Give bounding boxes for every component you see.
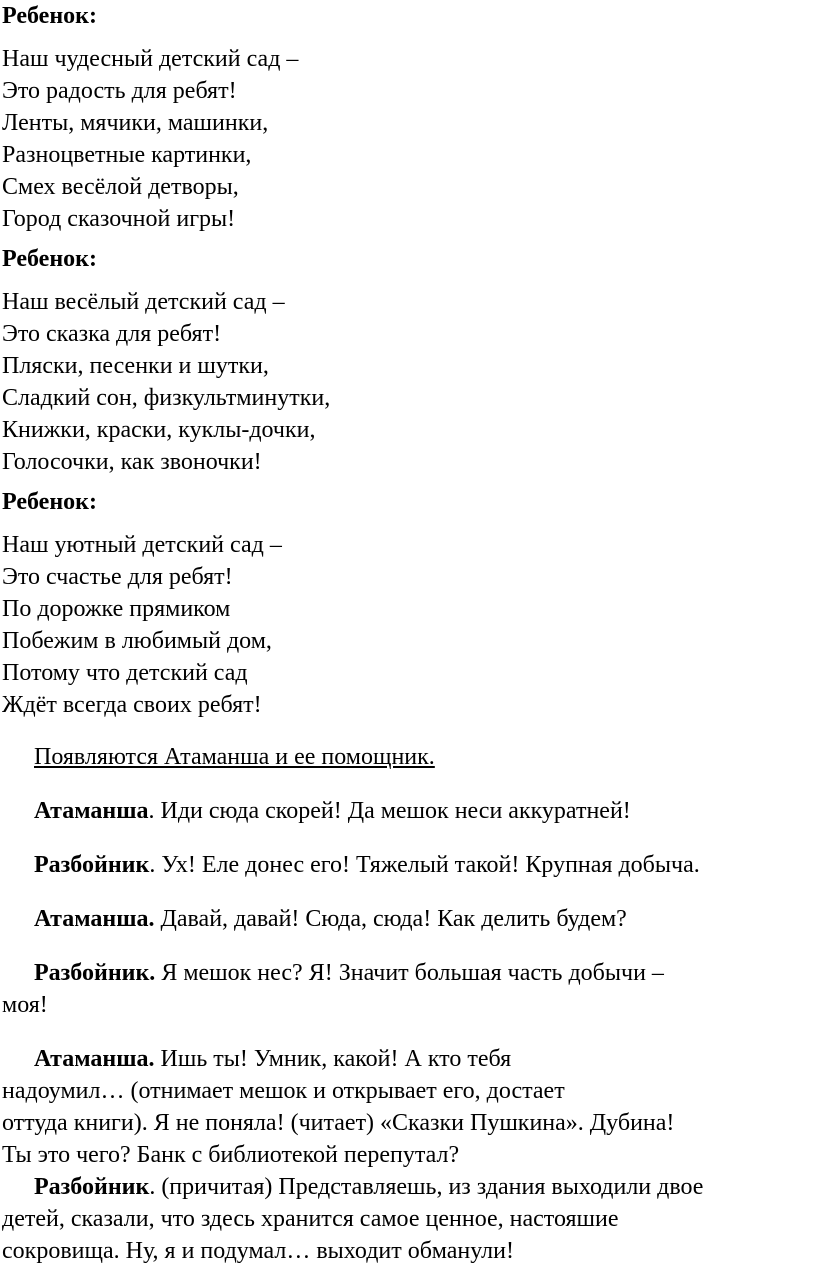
dialogue-speaker: Разбойник [34, 1174, 150, 1200]
dialogue-speaker: Разбойник [34, 852, 150, 878]
verse-line: Ждёт всегда своих ребят! [2, 692, 262, 718]
dialogue-separator: . [149, 1174, 156, 1200]
dialogue-text: Ишь ты! Умник, какой! А кто тебя [154, 1046, 512, 1072]
dialogue-separator: . [148, 798, 155, 824]
verse-line: Книжки, краски, куклы-дочки, [2, 417, 316, 443]
dialogue-speaker: Атаманша [34, 798, 149, 824]
dialogue-continuation: оттуда книги). Я не поняла! (читает) «Сказки Пушкина». Дубина! [2, 1110, 675, 1136]
stage-direction-text: Появляются Атаманша и ее помощник. [34, 744, 435, 770]
speaker-label: Ребенок: [2, 489, 97, 515]
dialogue-speaker: Атаманша. [34, 1046, 155, 1072]
verse [2, 43, 816, 235]
verse-line: Смех весёлой детворы, [2, 174, 239, 200]
verse-line: По дорожке прямиком [2, 596, 231, 622]
speaker-label: Ребенок: [2, 3, 97, 29]
verse-line: Потому что детский сад [2, 660, 248, 686]
stanza-1 [2, 0, 816, 235]
verse-line: Это радость для ребят! [2, 78, 237, 104]
dialogue [2, 795, 816, 1267]
verse-line: Ленты, мячики, машинки, [2, 110, 269, 136]
dialogue-continuation: детей, сказали, что здесь хранится самое ценное, настояшие [2, 1206, 619, 1232]
dialogue-first-line [2, 957, 816, 989]
dialogue-speaker: Атаманша. [34, 906, 155, 932]
dialogue-line [2, 1171, 816, 1267]
dialogue-continuation: надоумил… (отнимает мешок и открывает его, достает [2, 1078, 565, 1104]
verse-line: Наш чудесный детский сад – [2, 46, 299, 72]
verse [2, 286, 816, 478]
dialogue-text: Иди сюда скорей! Да мешок неси аккуратней! [154, 798, 631, 824]
speaker-label: Ребенок: [2, 246, 97, 272]
dialogue-line [2, 903, 816, 935]
dialogue-continuation: сокровища. Ну, я и подумал… выходит обманули! [2, 1238, 514, 1264]
verse-line: Город сказочной игры! [2, 206, 236, 232]
dialogue-line [2, 957, 816, 1021]
dialogue-continuation: моя! [2, 992, 48, 1018]
dialogue-line [2, 1043, 816, 1171]
dialogue-speaker: Разбойник. [34, 960, 156, 986]
stanza-2 [2, 243, 816, 478]
verse [2, 529, 816, 721]
dialogue-line [2, 849, 816, 881]
dialogue-first-line [2, 1043, 816, 1075]
stage-direction [2, 741, 816, 773]
dialogue-text: Ух! Еле донес его! Тяжелый такой! Крупная добыча. [155, 852, 700, 878]
verse-line: Наш весёлый детский сад – [2, 289, 285, 315]
dialogue-text: (причитая) Представляешь, из здания выходили двое [155, 1174, 704, 1200]
verse-line: Наш уютный детский сад – [2, 532, 282, 558]
verse-line: Это сказка для ребят! [2, 321, 222, 347]
dialogue-text: Давай, давай! Сюда, сюда! Как делить будем? [154, 906, 627, 932]
verse-line: Сладкий сон, физкультминутки, [2, 385, 331, 411]
stanza-3 [2, 486, 816, 721]
dialogue-separator: . [149, 852, 156, 878]
dialogue-text: Я мешок нес? Я! Значит большая часть добычи – [155, 960, 664, 986]
dialogue-first-line [2, 1171, 816, 1203]
verse-line: Разноцветные картинки, [2, 142, 252, 168]
verse-line: Голосочки, как звоночки! [2, 449, 262, 475]
verse-line: Это счастье для ребят! [2, 564, 233, 590]
dialogue-line [2, 795, 816, 827]
verse-line: Пляски, песенки и шутки, [2, 353, 269, 379]
verse-line: Побежим в любимый дом, [2, 628, 272, 654]
dialogue-continuation: Ты это чего? Банк с библиотекой перепутал? [2, 1142, 460, 1168]
